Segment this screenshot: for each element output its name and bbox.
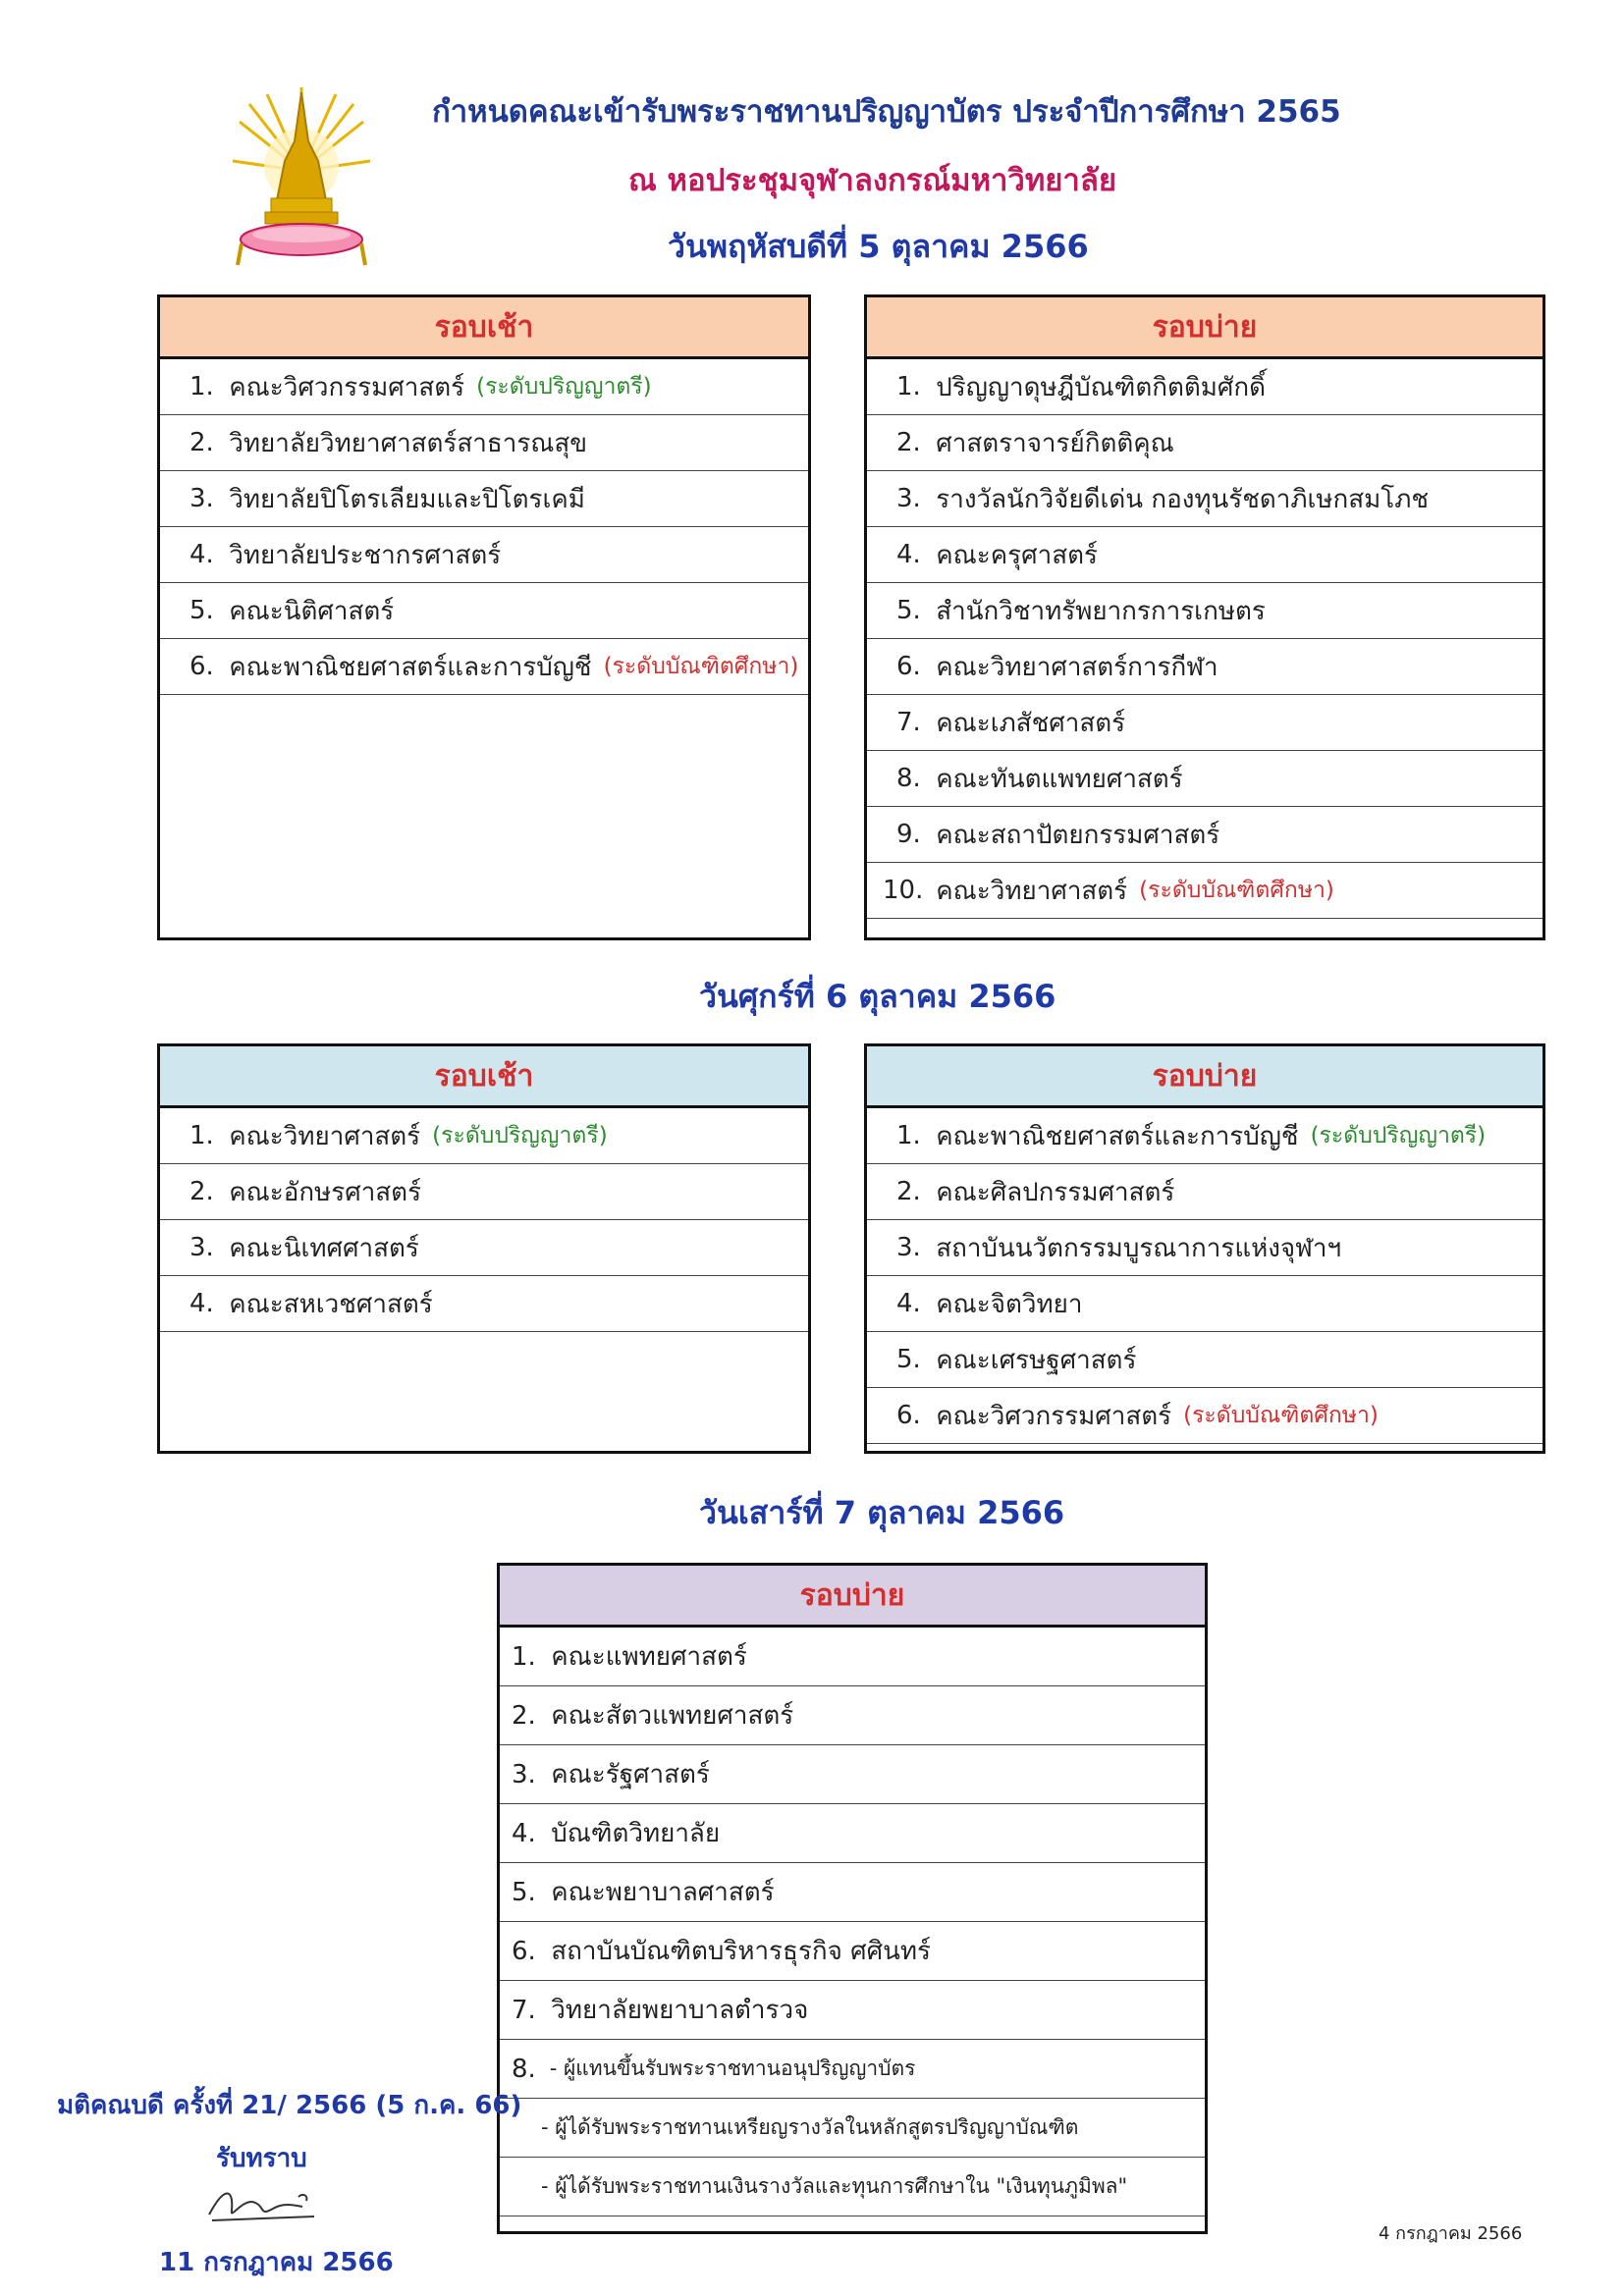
item-text: ปริญญาดุษฎีบัณฑิตกิตติมศักดิ์ — [936, 372, 1266, 402]
list-item — [160, 639, 808, 695]
list-item — [867, 751, 1543, 807]
item-text: คณะสัตวแพทยศาสตร์ — [551, 1701, 794, 1731]
item-text: คณะวิทยาศาสตร์การกีฬา — [936, 652, 1218, 682]
document-date: 4 กรกฎาคม 2566 — [1379, 2223, 1523, 2244]
list-subitem: - ผู้ได้รับพระราชทานเหรียญรางวัลในหลักสูตรปริญญาบัณฑิต — [500, 2099, 1205, 2158]
university-emblem — [228, 82, 375, 275]
item-text: คณะอักษรศาสตร์ — [229, 1177, 422, 1207]
item-number: 6. — [189, 652, 214, 681]
item-text: สถาบันบัณฑิตบริหารธุรกิจ ศศินทร์ — [551, 1937, 931, 1966]
item-number: 3. — [189, 1233, 214, 1262]
friday-afternoon-table — [864, 1043, 1545, 1454]
item-text: คณะนิเทศศาสตร์ — [229, 1233, 419, 1263]
item-number: 2. — [896, 1177, 921, 1206]
item-text: - ผู้แทนขึ้นรับพระราชทานอนุปริญญาบัตร — [549, 2056, 916, 2080]
item-number: 4. — [896, 540, 921, 569]
item-text: สำนักวิชาทรัพยากรการเกษตร — [936, 596, 1266, 626]
item-number: 3. — [189, 484, 214, 513]
list-item — [500, 1922, 1205, 1981]
item-number: 3. — [512, 1759, 536, 1789]
item-text: คณะครุศาสตร์ — [936, 540, 1098, 570]
item-number: 5. — [189, 596, 214, 625]
item-number: 7. — [896, 708, 921, 737]
item-text: วิทยาลัยประชากรศาสตร์ — [229, 540, 502, 570]
item-text: ศาสตราจารย์กิตติคุณ — [936, 428, 1174, 458]
item-number: 2. — [896, 428, 921, 457]
item-number: 8. — [896, 764, 921, 793]
acknowledged-text: รับทราบ — [216, 2144, 307, 2173]
level-note: (ระดับปริญญาตรี) — [1310, 1123, 1487, 1148]
table-header: รอบบ่าย — [867, 297, 1543, 359]
thursday-morning-table — [157, 294, 811, 940]
signature-image — [204, 2177, 322, 2226]
item-number: 10. — [883, 876, 924, 905]
list-item — [500, 1628, 1205, 1686]
item-text: คณะนิติศาสตร์ — [229, 596, 395, 626]
item-number: 3. — [896, 484, 921, 513]
list-item — [160, 471, 808, 527]
list-item — [160, 1220, 808, 1276]
item-number: 7. — [512, 1995, 536, 2025]
table-header: รอบเช้า — [160, 297, 808, 359]
list-item — [867, 1388, 1543, 1444]
list-item — [500, 1863, 1205, 1922]
saturday-afternoon-table — [497, 1563, 1208, 2234]
item-text: คณะพาณิชยศาสตร์และการบัญชี — [229, 652, 592, 682]
item-number: 2. — [512, 1700, 536, 1731]
table-header: รอบเช้า — [160, 1046, 808, 1108]
item-text: คณะสถาปัตยกรรมศาสตร์ — [936, 820, 1220, 850]
item-text: รางวัลนักวิจัยดีเด่น กองทุนรัชดาภิเษกสมโภช — [936, 484, 1430, 514]
item-number: 9. — [896, 820, 921, 849]
list-item — [160, 583, 808, 639]
list-item — [867, 639, 1543, 695]
item-number: 4. — [189, 540, 214, 569]
table-header: รอบบ่าย — [867, 1046, 1543, 1108]
item-number: 5. — [512, 1877, 536, 1907]
signed-date: 11 กรกฎาคม 2566 — [159, 2248, 394, 2277]
item-text: คณะสหเวชศาสตร์ — [229, 1289, 433, 1319]
venue-subtitle: ณ หอประชุมจุฬาลงกรณ์มหาวิทยาลัย — [628, 163, 1116, 198]
item-text: วิทยาลัยวิทยาศาสตร์สาธารณสุข — [229, 428, 588, 458]
item-text: คณะทันตแพทยศาสตร์ — [936, 764, 1183, 794]
item-text: คณะจิตวิทยา — [936, 1289, 1083, 1319]
list-item — [867, 1164, 1543, 1220]
list-item — [867, 1276, 1543, 1332]
list-item — [867, 1220, 1543, 1276]
item-text: คณะศิลปกรรมศาสตร์ — [936, 1177, 1175, 1207]
item-number: 4. — [896, 1289, 921, 1318]
item-text: คณะวิศวกรรมศาสตร์ — [936, 1401, 1172, 1431]
item-number: 5. — [896, 596, 921, 625]
item-text: คณะพาณิชยศาสตร์และการบัญชี — [936, 1121, 1299, 1151]
list-item — [500, 1745, 1205, 1804]
item-text: คณะวิทยาศาสตร์ — [229, 1121, 421, 1151]
item-number: 3. — [896, 1233, 921, 1262]
day-label-friday: วันศุกร์ที่ 6 ตุลาคม 2566 — [699, 978, 1056, 1015]
page-title: กำหนดคณะเข้ารับพระราชทานปริญญาบัตร ประจำปีการศึกษา 2565 — [432, 94, 1341, 130]
list-item — [867, 583, 1543, 639]
item-number: 6. — [896, 1401, 921, 1430]
item-number: 1. — [512, 1641, 536, 1672]
item-number: 8. — [512, 2054, 536, 2084]
list-item — [500, 2040, 1205, 2099]
thursday-afternoon-table — [864, 294, 1545, 940]
item-number: 2. — [189, 1177, 214, 1206]
item-text: บัณฑิตวิทยาลัย — [551, 1819, 721, 1848]
friday-morning-table — [157, 1043, 811, 1454]
item-number: 1. — [896, 1121, 921, 1150]
list-item — [160, 359, 808, 415]
day-label-thursday: วันพฤหัสบดีที่ 5 ตุลาคม 2566 — [668, 228, 1089, 265]
level-note: (ระดับบัณฑิตศึกษา) — [1183, 1403, 1379, 1428]
item-number: 1. — [896, 372, 921, 401]
item-number: 2. — [189, 428, 214, 457]
level-note: (ระดับบัณฑิตศึกษา) — [1139, 878, 1334, 903]
item-number: 6. — [512, 1936, 536, 1966]
item-text: วิทยาลัยปิโตรเลียมและปิโตรเคมี — [229, 484, 585, 514]
list-item — [867, 471, 1543, 527]
item-text: คณะวิทยาศาสตร์ — [936, 876, 1128, 906]
list-item — [500, 1686, 1205, 1745]
list-item — [867, 695, 1543, 751]
item-number: 4. — [512, 1818, 536, 1848]
list-item — [160, 527, 808, 583]
list-item — [500, 1804, 1205, 1863]
item-text: คณะแพทยศาสตร์ — [551, 1642, 747, 1672]
item-text: คณะเภสัชศาสตร์ — [936, 708, 1126, 738]
item-number: 5. — [896, 1345, 921, 1374]
list-item — [867, 1108, 1543, 1164]
table-header: รอบบ่าย — [500, 1566, 1205, 1628]
list-item — [500, 1981, 1205, 2040]
list-item — [867, 863, 1543, 919]
item-number: 6. — [896, 652, 921, 681]
level-note: (ระดับบัณฑิตศึกษา) — [603, 654, 799, 679]
level-note: (ระดับปริญญาตรี) — [432, 1123, 608, 1148]
list-item — [867, 359, 1543, 415]
list-item — [160, 1108, 808, 1164]
item-text: คณะเศรษฐศาสตร์ — [936, 1345, 1137, 1375]
item-number: 1. — [189, 1121, 214, 1150]
list-subitem: - ผู้ได้รับพระราชทานเงินรางวัลและทุนการศึกษาใน "เงินทุนภูมิพล" — [500, 2158, 1205, 2216]
level-note: (ระดับปริญญาตรี) — [476, 374, 652, 400]
list-item — [160, 415, 808, 471]
list-item — [867, 807, 1543, 863]
day-label-saturday: วันเสาร์ที่ 7 ตุลาคม 2566 — [699, 1494, 1065, 1531]
list-item — [867, 527, 1543, 583]
list-item — [160, 1164, 808, 1220]
item-text: คณะรัฐศาสตร์ — [551, 1760, 710, 1789]
list-item — [867, 1332, 1543, 1388]
item-number: 1. — [189, 372, 214, 401]
item-text: คณะพยาบาลศาสตร์ — [551, 1878, 775, 1907]
item-text: คณะวิศวกรรมศาสตร์ — [229, 372, 465, 402]
list-item — [160, 1276, 808, 1332]
list-item — [867, 415, 1543, 471]
resolution-text: มติคณบดี ครั้งที่ 21/ 2566 (5 ก.ค. 66) — [57, 2091, 522, 2120]
item-text: วิทยาลัยพยาบาลตำรวจ — [551, 1996, 809, 2025]
item-text: สถาบันนวัตกรรมบูรณาการแห่งจุฬาฯ — [936, 1233, 1342, 1263]
item-number: 4. — [189, 1289, 214, 1318]
